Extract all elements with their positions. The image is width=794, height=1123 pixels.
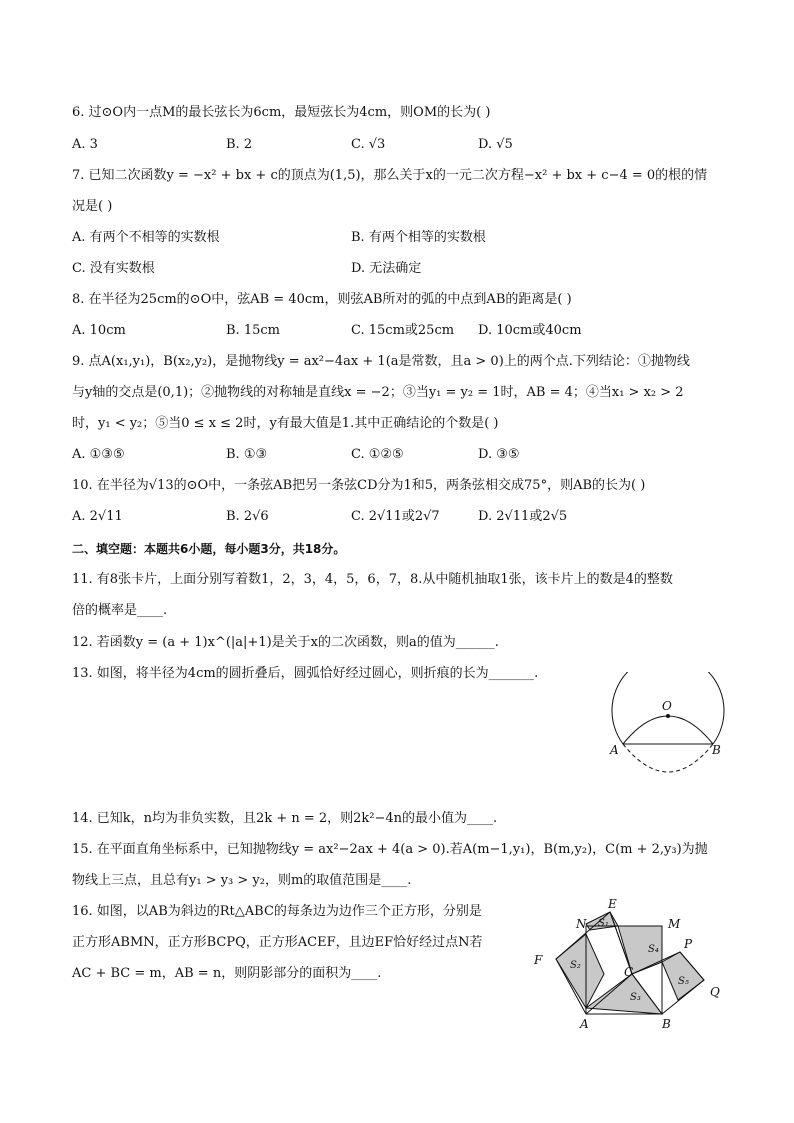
- q16-label-s2: S₂: [570, 960, 581, 971]
- region-s2: [556, 934, 604, 1008]
- q9-line2: 与y轴的交点是(0,1)；②抛物线的对称轴是直线x = −2；③当y₁ = y₂ = 1时，AB = 4；④当x₁ > x₂ > 2: [72, 385, 684, 400]
- q10-stem: 10. 在半径为√13的⊙O中，一条弦AB把另一条弦CD分为1和5，两条弦相交成75°，则AB的长为( ): [72, 478, 646, 493]
- q13-folded-circle-figure: [600, 672, 740, 804]
- q6-stem: 6. 过⊙O内一点M的最长弦长为6cm，最短弦长为4cm，则OM的长为( ): [72, 105, 491, 120]
- q16-label-f: F: [534, 953, 543, 967]
- q13-label-o: O: [662, 699, 672, 713]
- q16-label-s3: S₃: [630, 992, 641, 1003]
- q8-stem: 8. 在半径为25cm的⊙O中，弦AB = 40cm，则弦AB所对的弧的中点到AB的距离是( ): [72, 292, 572, 307]
- q7-line2: 况是( ): [72, 199, 113, 214]
- q9-line1: 9. 点A(x₁,y₁)，B(x₂,y₂)，是抛物线y = ax²−4ax + 1(a是常数，且a > 0)上的两个点.下列结论：①抛物线: [72, 354, 690, 369]
- q14-stem: 14. 已知k，n均为非负实数，且2k + n = 2，则2k²−4n的最小值为____.: [72, 811, 498, 826]
- q8-option-d: D. 10cm或40cm: [478, 323, 582, 338]
- section-2-heading: 二、填空题：本题共6小题，每小题3分，共18分。: [72, 542, 346, 556]
- q8-option-a: A. 10cm: [72, 323, 126, 338]
- q16-label-s4: S₄: [648, 944, 659, 955]
- q6-option-a: A. 3: [72, 137, 98, 152]
- q13-label-a: A: [610, 743, 619, 757]
- q16-label-s5: S₅: [678, 976, 689, 987]
- q6-option-b: B. 2: [226, 137, 253, 152]
- q10-option-a: A. 2√11: [72, 509, 123, 524]
- q8-option-c: C. 15cm或25cm: [351, 323, 455, 338]
- q16-label-p: P: [684, 937, 693, 951]
- q16-label-m: M: [668, 917, 681, 931]
- q7-option-c: C. 没有实数根: [72, 261, 155, 276]
- q7-option-a: A. 有两个不相等的实数根: [72, 230, 220, 245]
- q16-line1: 16. 如图，以AB为斜边的Rt△ABC的每条边为边作三个正方形，分别是: [72, 904, 482, 919]
- q16-label-s1: S₁: [598, 918, 609, 929]
- q13-stem: 13. 如图，将半径为4cm的圆折叠后，圆弧恰好经过圆心，则折痕的长为_______.: [72, 666, 539, 681]
- q10-option-d: D. 2√11或2√5: [478, 509, 568, 524]
- q16-label-e: E: [608, 897, 617, 911]
- q9-option-b: B. ①③: [226, 447, 268, 462]
- q8-option-b: B. 15cm: [226, 323, 280, 338]
- q9-option-a: A. ①③⑤: [72, 447, 125, 462]
- q12-stem: 12. 若函数y = (a + 1)x^(|a|+1)是关于x的二次函数，则a的值为______.: [72, 635, 499, 650]
- q10-option-c: C. 2√11或2√7: [351, 509, 440, 524]
- q9-option-c: C. ①②⑤: [351, 447, 404, 462]
- q9-option-d: D. ③⑤: [478, 447, 520, 462]
- q16-label-n: N: [576, 917, 587, 931]
- q16-line3: AC + BC = m，AB = n，则阴影部分的面积为____.: [72, 966, 382, 981]
- q7-option-b: B. 有两个相等的实数根: [351, 230, 486, 245]
- q16-label-a: A: [580, 1017, 589, 1031]
- q16-squares-figure: [528, 896, 728, 1032]
- q15-line2: 物线上三点，且总有y₁ > y₃ > y₂，则m的取值范围是____.: [72, 873, 412, 888]
- q9-line3: 时，y₁ < y₂；⑤当0 ≤ x ≤ 2时，y有最大值是1.其中正确结论的个数是( ): [72, 416, 499, 431]
- q16-label-q: Q: [710, 985, 720, 999]
- q13-label-b: B: [712, 743, 721, 757]
- q7-line1: 7. 已知二次函数y = −x² + bx + c的顶点为(1,5)，那么关于x的一元二次方程−x² + bx + c−4 = 0的根的情: [72, 168, 708, 183]
- q10-option-b: B. 2√6: [226, 509, 269, 524]
- q16-line2: 正方形ABMN，正方形BCPQ，正方形ACEF，且边EF恰好经过点N若: [72, 935, 483, 950]
- q6-option-d: D. √5: [478, 137, 513, 152]
- q11-line1: 11. 有8张卡片，上面分别写着数1，2，3，4，5，6，7，8.从中随机抽取1张，该卡片上的数是4的整数: [72, 572, 673, 587]
- q16-label-c: C: [624, 965, 634, 979]
- q11-line2: 倍的概率是____.: [72, 603, 168, 618]
- q7-option-d: D. 无法确定: [351, 261, 422, 276]
- q15-line1: 15. 在平面直角坐标系中，已知抛物线y = ax²−2ax + 4(a > 0).若A(m−1,y₁)，B(m,y₂)，C(m + 2,y₃)为抛: [72, 842, 708, 857]
- q6-option-c: C. √3: [351, 137, 386, 152]
- q16-label-b: B: [662, 1017, 671, 1031]
